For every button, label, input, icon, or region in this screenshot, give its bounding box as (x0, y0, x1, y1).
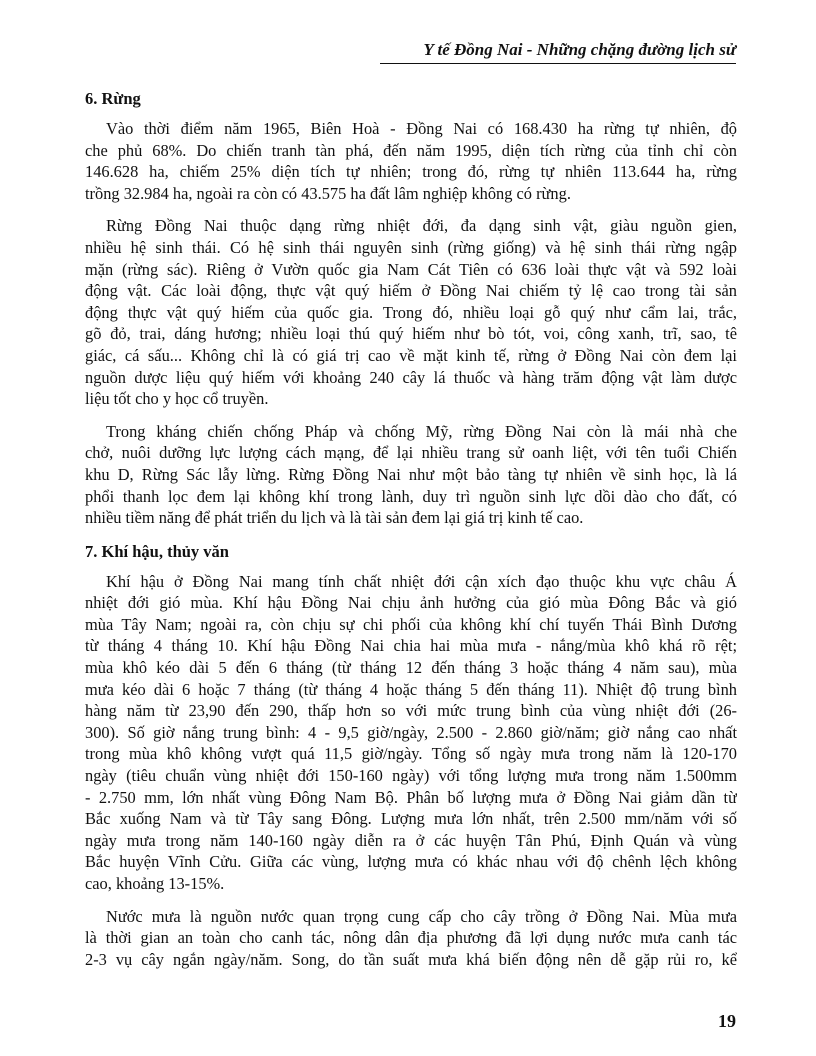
document-body (85, 88, 737, 981)
text-line: trong mùa khô không vượt quá 11,5 giờ/ngày. Tổng số ngày mưa trong năm là 120-170 (85, 744, 737, 764)
text-line: khu D, Rừng Sác lẫy lừng. Rừng Đồng Nai như một bảo tàng tự nhiên về sinh học, là lá (85, 464, 737, 484)
paragraph (85, 571, 737, 895)
text-line: Nước mưa là nguồn nước quan trọng cung cấp cho cây trồng ở Đồng Nai. Mùa mưa (106, 906, 737, 926)
text-line: mưa kéo dài 6 hoặc 7 tháng (từ tháng 4 hoặc tháng 5 đến tháng 11). Nhiệt độ trung bình (85, 679, 737, 699)
text-line: động vật. Các loài động, thực vật quý hiếm ở Đồng Nai chiếm tỷ lệ cao trong tài sản (85, 281, 737, 301)
text-line: nhiều hệ sinh thái. Có hệ sinh thái nguyên sinh (rừng giống) và hệ sinh thái rừng ngập (85, 237, 737, 257)
section-heading: 7. Khí hậu, thủy văn (85, 541, 229, 561)
text-line: mặn (rừng sác). Riêng ở Vườn quốc gia Nam Cát Tiên có 636 loài thực vật và 592 loài (85, 259, 737, 279)
text-line: từ tháng 4 tháng 10. Khí hậu Đồng Nai chia hai mùa mưa - nắng/mùa khô khá rõ rệt; (85, 636, 737, 656)
section (85, 88, 737, 529)
text-line: che phủ 68%. Do chiến tranh tàn phá, đến năm 1995, diện tích rừng của tỉnh chỉ còn (85, 140, 737, 160)
text-line: cao, khoảng 13-15%. (85, 874, 225, 893)
text-line: nhiệt đới gió mùa. Khí hậu Đồng Nai chịu ảnh hưởng của gió mùa Đông Bắc và gió (85, 593, 737, 613)
paragraph (85, 215, 737, 409)
text-line: Bắc xuống Nam và từ Tây sang Đông. Lượng mưa lớn nhất, trên 2.500 mm/năm với số (85, 809, 737, 829)
text-line: là thời gian an toàn cho canh tác, nông dân địa phương đã lợi dụng nước mưa canh tác (85, 928, 737, 948)
text-line: ngày (tiêu chuẩn vùng nhiệt đới 150-160 ngày) với tổng lượng mưa trong năm 1.500mm (85, 766, 737, 786)
text-line: mùa khô kéo dài 5 đến 6 tháng (từ tháng 12 đến tháng 3 hoặc tháng 4 năm sau), mùa (85, 658, 737, 678)
text-line: nguồn dược liệu quý hiếm với khoảng 240 cây lá thuốc và hàng trăm động vật làm dược (85, 367, 737, 387)
text-line: liệu tốt cho y học cổ truyền. (85, 389, 269, 409)
paragraph (85, 421, 737, 529)
text-line: trồng 32.984 ha, ngoài ra còn có 43.575 ha đất lâm nghiệp không có rừng. (85, 183, 571, 203)
text-line: giác, cá sấu... Không chỉ là có giá trị cao về mặt kinh tế, rừng ở Đồng Nai còn đem lại (85, 345, 737, 365)
text-line: ngày mưa trong năm 140-160 ngày diễn ra ở các huyện Tân Phú, Định Quán và vùng (85, 830, 737, 850)
text-line: Khí hậu ở Đồng Nai mang tính chất nhiệt đới cận xích đạo thuộc khu vực châu Á (106, 571, 737, 591)
section-heading: 6. Rừng (85, 89, 141, 108)
paragraph (85, 906, 737, 971)
text-line: chở, nuôi dưỡng lực lượng cách mạng, để lại nhiều trang sử oanh liệt, với tên tuổi Chiến (85, 443, 737, 463)
text-line: Trong kháng chiến chống Pháp và chống Mỹ, rừng Đồng Nai còn là mái nhà che (106, 421, 737, 441)
text-line: 2-3 vụ cây ngắn ngày/năm. Song, do tần suất mưa khá biến động nên dễ gặp rủi ro, kể (85, 949, 737, 969)
text-line: động thực vật quý hiếm của quốc gia. Trong đó, nhiều loại gỗ quý như cẩm lai, trắc, (85, 302, 737, 322)
text-line: phổi thanh lọc đem lại không khí trong lành, duy trì nguồn sinh lực dồi dào cho đất, có (85, 486, 737, 506)
text-line: 146.628 ha, chiếm 25% diện tích tự nhiên; trong đó, rừng tự nhiên 113.644 ha, rừng (85, 162, 737, 182)
text-line: nhiều tiềm năng để phát triển du lịch và là tài sản đem lại giá trị kinh tế cao. (85, 508, 584, 528)
running-header: Y tế Đồng Nai - Những chặng đường lịch sử (380, 40, 736, 64)
text-line: - 2.750 mm, lớn nhất vùng Đông Nam Bộ. Phân bố lượng mưa ở Đồng Nai giảm dần từ (85, 787, 737, 807)
text-line: Bắc huyện Vĩnh Cửu. Giữa các vùng, lượng mưa có khác nhau với độ chênh lệch không (85, 852, 737, 872)
text-line: hàng năm từ 23,90 đến 290, thấp hơn so với mức trung bình của vùng nhiệt đới (26- (85, 701, 737, 721)
text-line: mùa Tây Nam; ngoài ra, còn chịu sự chi phối của không khí chí tuyến Thái Bình Dương (85, 614, 737, 634)
paragraph (85, 118, 737, 204)
text-line: 300). Số giờ nắng trung bình: 4 - 9,5 giờ/ngày, 2.500 - 2.860 giờ/năm; giờ nắng cao nhất (85, 722, 737, 742)
section (85, 541, 737, 971)
text-line: Vào thời điểm năm 1965, Biên Hoà - Đồng Nai có 168.430 ha rừng tự nhiên, độ (106, 119, 737, 138)
page-number: 19 (718, 1011, 736, 1031)
text-line: Rừng Đồng Nai thuộc dạng rừng nhiệt đới, đa dạng sinh vật, giàu nguồn gien, (106, 216, 737, 236)
text-line: gõ đỏ, trai, dáng hương; nhiều loại thú quý hiếm như bò tót, voi, công xanh, trĩ, sao, tê (85, 324, 737, 344)
